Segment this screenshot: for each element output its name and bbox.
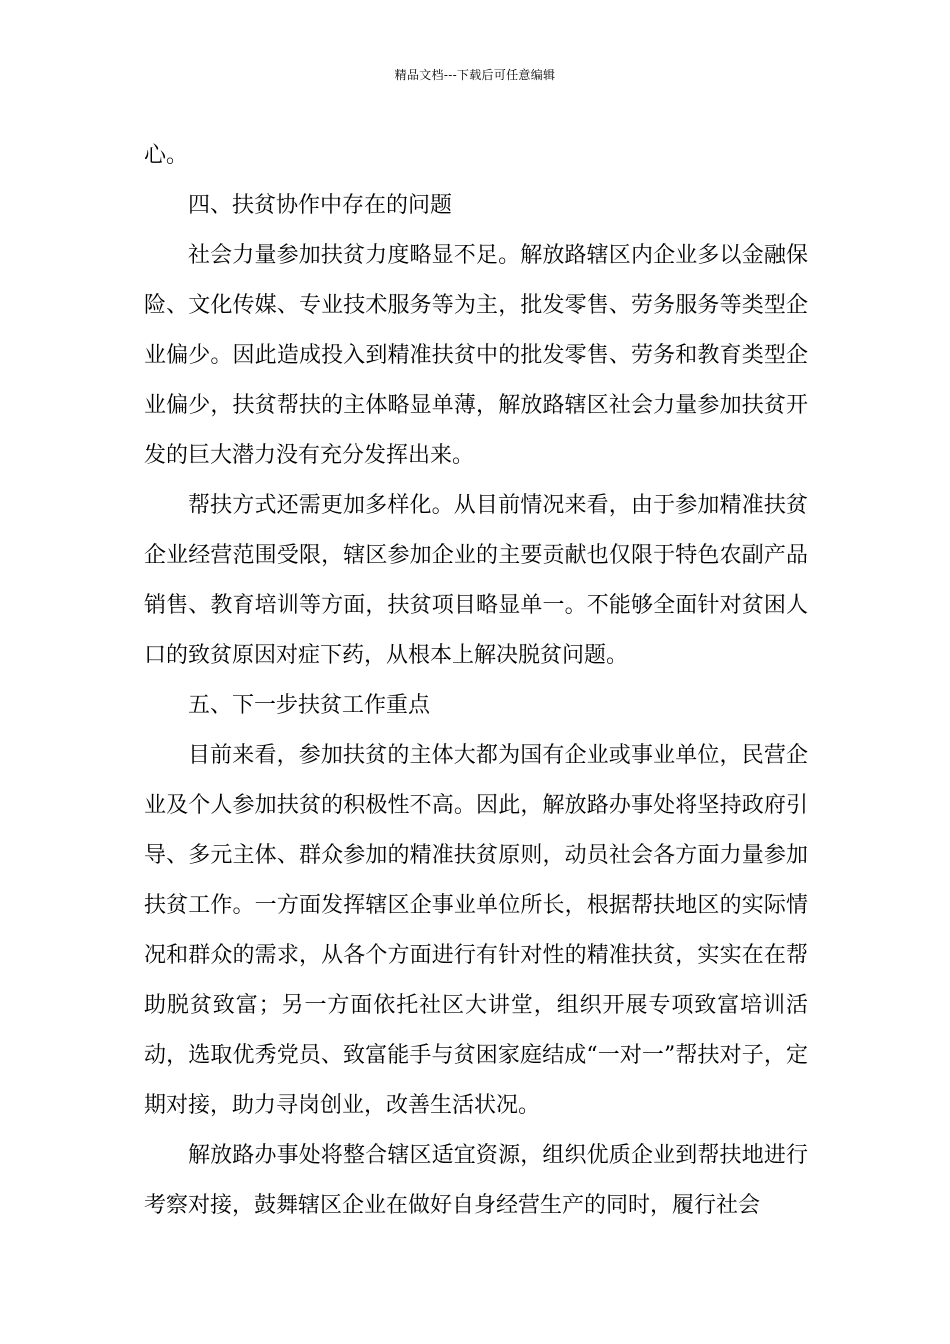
page-header: 精品文档---下载后可任意编辑 (394, 68, 556, 82)
document-body (144, 131, 808, 1231)
paragraph: 解放路办事处将整合辖区适宜资源，组织优质企业到帮扶地进行考察对接，鼓舞辖区企业在做好自身经营生产的同时，履行社会 (144, 1143, 808, 1218)
paragraph: 社会力量参加扶贫力度略显不足。解放路辖区内企业多以金融保险、文化传媒、专业技术服务等为主，批发零售、劳务服务等类型企业偏少。因此造成投入到精准扶贫中的批发零售、劳务和教育类型企业偏少，扶贫帮扶的主体略显单薄，解放路辖区社会力量参加扶贫开发的巨大潜力没有充分发挥出来。 (144, 243, 808, 468)
section-heading-problems: 四、扶贫协作中存在的问题 (188, 193, 453, 218)
section-heading-next-steps: 五、下一步扶贫工作重点 (188, 693, 431, 718)
paragraph: 帮扶方式还需更加多样化。从目前情况来看，由于参加精准扶贫企业经营范围受限，辖区参加企业的主要贡献也仅限于特色农副产品销售、教育培训等方面，扶贫项目略显单一。不能够全面针对贫困人口的致贫原因对症下药，从根本上解决脱贫问题。 (144, 493, 808, 668)
paragraph-continuation: 心。 (144, 143, 189, 168)
paragraph: 目前来看，参加扶贫的主体大都为国有企业或事业单位，民营企业及个人参加扶贫的积极性不高。因此，解放路办事处将坚持政府引导、多元主体、群众参加的精准扶贫原则，动员社会各方面力量参加扶贫工作。一方面发挥辖区企事业单位所长，根据帮扶地区的实际情况和群众的需求，从各个方面进行有针对性的精准扶贫，实实在在帮助脱贫致富；另一方面依托社区大讲堂，组织开展专项致富培训活动，选取优秀党员、致富能手与贫困家庭结成“一对一”帮扶对子，定期对接，助力寻岗创业，改善生活状况。 (144, 743, 808, 1118)
